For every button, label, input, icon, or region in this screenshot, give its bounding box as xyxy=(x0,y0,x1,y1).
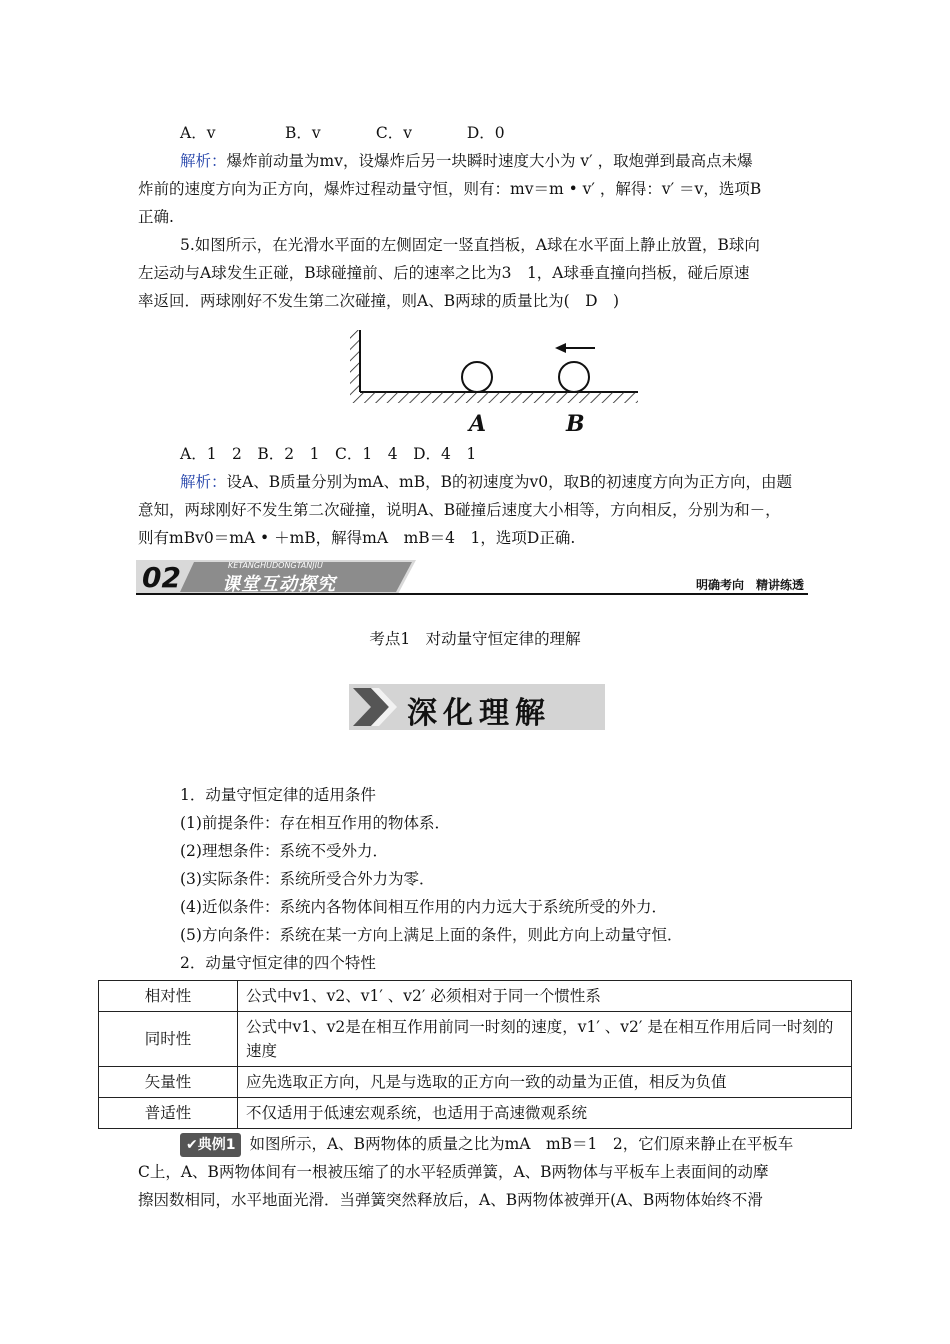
section-title: 考点1 对动量守恒定律的理解 xyxy=(369,630,581,648)
q5-analysis-line: 则有mBv0＝mA • ＋mB，解得mA mB＝4 1，选项D正确. xyxy=(138,529,576,547)
table-row xyxy=(99,1012,852,1067)
ball-a xyxy=(462,362,492,392)
q5-stem-line: 左运动与A球发生正碰，B球碰撞前、后的速率之比为3 1，A球垂直撞向挡板，碰后原速 xyxy=(138,264,750,282)
q4-option: D．0 xyxy=(466,124,505,142)
example-badge: ✔典例1 xyxy=(180,1133,241,1157)
ground-hatch xyxy=(350,392,638,403)
property-name: 同时性 xyxy=(99,1012,238,1067)
deepen-understanding-badge xyxy=(349,684,605,730)
table-row xyxy=(99,1067,852,1098)
properties-heading: 2．动量守恒定律的四个特性 xyxy=(180,954,376,972)
wall-hatch xyxy=(350,330,360,392)
property-desc: 公式中v1、v2是在相互作用前同一时刻的速度，v1′ 、v2′ 是在相互作用后同一时刻的速度 xyxy=(238,1012,852,1067)
badge-title: 深化理解 xyxy=(407,696,551,731)
q4-analysis-line: 正确. xyxy=(138,208,174,226)
analysis-label: 解析： xyxy=(180,152,227,170)
table-row xyxy=(99,1098,852,1129)
condition-item: (2)理想条件：系统不受外力． xyxy=(180,842,388,860)
condition-item: (4)近似条件：系统内各物体间相互作用的内力远大于系统所受的外力． xyxy=(180,898,667,916)
q4-options xyxy=(180,122,505,144)
table-row xyxy=(99,981,852,1012)
banner-title: 课堂互动探究 xyxy=(222,574,336,595)
q4-option: C．v xyxy=(375,124,412,142)
q5-analysis-line: 解析：设A、B质量分别为mA、mB，B的初速度为v0，取B的初速度方向为正方向，由题 xyxy=(180,473,792,491)
q4-analysis-line: 解析：爆炸前动量为mv，设爆炸后另一块瞬时速度大小为 v′ ，取炮弹到最高点未爆 xyxy=(180,152,753,170)
label-b: B xyxy=(566,411,585,437)
q5-options: A．1 2 B．2 1 C．1 4 D．4 1 xyxy=(180,445,477,463)
property-name: 相对性 xyxy=(99,981,238,1012)
properties-table xyxy=(98,980,852,1129)
collision-figure xyxy=(340,325,650,440)
banner-pinyin: KETANGHUDONGTANJIU xyxy=(228,561,323,570)
banner-number: 02 xyxy=(142,561,181,594)
analysis-label: 解析： xyxy=(180,473,227,491)
q4-option: A．v xyxy=(180,124,216,142)
label-a: A xyxy=(469,411,487,437)
property-name: 矢量性 xyxy=(99,1067,238,1098)
condition-item: (3)实际条件：系统所受合外力为零． xyxy=(180,870,435,888)
q4-analysis-line: 炸前的速度方向为正方向，爆炸过程动量守恒，则有：mv＝m • v′ ，解得：v′ ＝v，选项B xyxy=(138,180,762,198)
condition-item: (5)方向条件：系统在某一方向上满足上面的条件，则此方向上动量守恒． xyxy=(180,926,683,944)
q5-stem-line: 5.如图所示，在光滑水平面的左侧固定一竖直挡板，A球在水平面上静止放置，B球向 xyxy=(180,236,760,254)
property-desc: 应先选取正方向，凡是与选取的正方向一致的动量为正值，相反为负值 xyxy=(238,1067,852,1098)
q5-stem-line: 率返回．两球刚好不发生第二次碰撞，则A、B两球的质量比为( D ) xyxy=(138,292,620,310)
example-line: ✔典例1 如图所示，A、B两物体的质量之比为mA mB＝1 2，它们原来静止在平板车 xyxy=(180,1133,793,1157)
section-banner xyxy=(136,560,808,596)
q4-option: B．v xyxy=(284,124,321,142)
property-desc: 公式中v1、v2、v1′ 、v2′ 必须相对于同一个惯性系 xyxy=(238,981,852,1012)
conditions-heading: 1．动量守恒定律的适用条件 xyxy=(180,786,376,804)
arrow-head-icon xyxy=(555,343,566,353)
q5-analysis-line: 意知，两球刚好不发生第二次碰撞，说明A、B碰撞后速度大小相等，方向相反，分别为和－， xyxy=(138,501,781,519)
example-line: C上，A、B两物体间有一根被压缩了的水平轻质弹簧，A、B两物体与平板车上表面间的动摩 xyxy=(138,1163,769,1181)
property-desc: 不仅适用于低速宏观系统，也适用于高速微观系统 xyxy=(238,1098,852,1129)
property-name: 普适性 xyxy=(99,1098,238,1129)
ball-b xyxy=(559,362,589,392)
condition-item: (1)前提条件：存在相互作用的物体系． xyxy=(180,814,450,832)
banner-right: 明确考向 精讲练透 xyxy=(695,578,804,592)
example-line: 擦因数相同，水平地面光滑．当弹簧突然释放后，A、B两物体被弹开(A、B两物体始终不滑 xyxy=(138,1191,763,1209)
